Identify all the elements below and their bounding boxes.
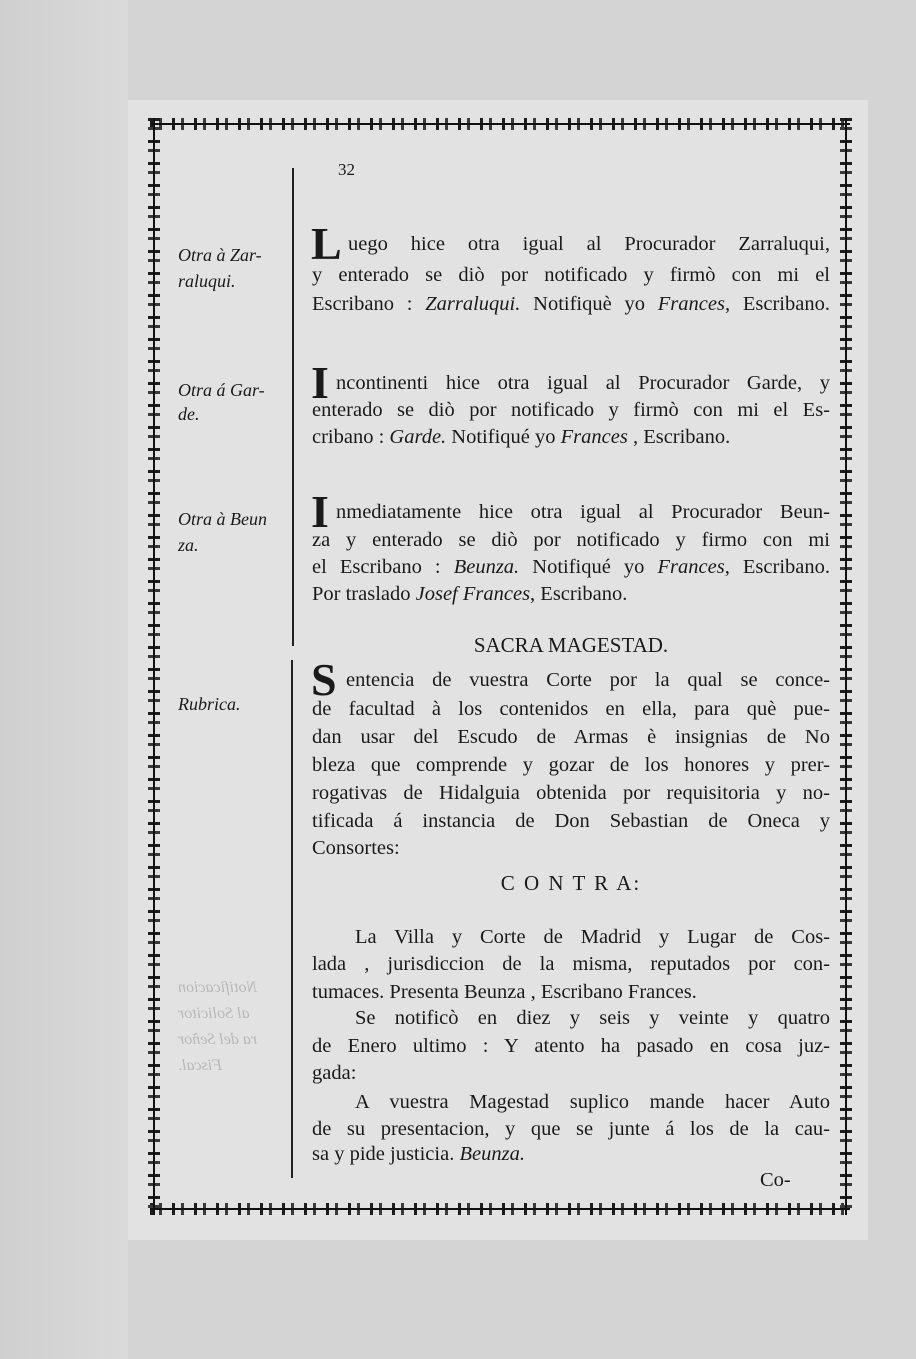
text-segment: Consortes: bbox=[312, 837, 400, 859]
text-line bbox=[312, 581, 830, 607]
margin-note: de. bbox=[178, 404, 200, 424]
text-line bbox=[312, 835, 830, 861]
drop-cap: I bbox=[311, 486, 329, 537]
text-segment: uego hice otra igual al Procurador Zarraluqui, bbox=[348, 233, 830, 255]
margin-note: Rubrica. bbox=[178, 694, 241, 714]
text-segment: dan usar del Escudo de Armas è insignias de No bbox=[312, 726, 830, 748]
text-line bbox=[312, 951, 830, 977]
margin-note: za. bbox=[178, 535, 199, 555]
text-line bbox=[312, 554, 830, 580]
text-segment: enterado se diò por notificado y firmò con mi el Es- bbox=[312, 399, 830, 421]
margin-note: Otra à Zar- bbox=[178, 245, 262, 265]
italic-name: Beunza. bbox=[453, 556, 520, 578]
page-number: 32 bbox=[338, 160, 355, 179]
italic-name: Zarraluqui. bbox=[425, 293, 521, 315]
text-line bbox=[355, 1089, 830, 1115]
text-segment: Escribano : bbox=[312, 293, 426, 315]
text-segment: tumaces. Presenta Beunza , Escribano Frances. bbox=[312, 981, 697, 1003]
text-segment: La Villa y Corte de Madrid y Lugar de Cos- bbox=[355, 926, 830, 948]
text-line bbox=[312, 262, 830, 288]
text-line bbox=[355, 1005, 830, 1031]
border-bottom bbox=[150, 1203, 850, 1215]
text-segment: , Escribano. bbox=[724, 556, 830, 578]
text-segment: sa y pide justicia. bbox=[312, 1143, 460, 1165]
margin-note: Otra à Beun bbox=[178, 509, 267, 529]
heading-contra: C O N T R A: bbox=[500, 871, 642, 895]
catchword: Co- bbox=[760, 1169, 791, 1191]
text-segment: ncontinenti hice otra igual al Procurador Garde, y bbox=[336, 372, 830, 394]
text-segment: nmediatamente hice otra igual al Procurador Beun- bbox=[336, 501, 830, 523]
italic-name: Frances bbox=[657, 293, 725, 315]
text-line bbox=[312, 696, 830, 722]
text-segment: lada , jurisdiccion de la misma, reputados por con- bbox=[312, 953, 830, 975]
text-line bbox=[312, 397, 830, 423]
text-line bbox=[312, 808, 830, 834]
italic-name: Josef Frances bbox=[415, 583, 531, 605]
text-segment: Por traslado bbox=[312, 583, 416, 605]
text-segment: gada: bbox=[312, 1062, 357, 1084]
text-line bbox=[312, 1116, 830, 1142]
text-line bbox=[312, 1060, 830, 1086]
text-line bbox=[336, 499, 830, 525]
text-segment: , Escribano. bbox=[724, 293, 830, 315]
text-segment: tificada á instancia de Don Sebastian de Oneca y bbox=[312, 810, 830, 832]
heading-sacra-magestad: SACRA MAGESTAD. bbox=[473, 633, 669, 657]
text-segment: entencia de vuestra Corte por la qual se conce- bbox=[346, 669, 830, 691]
text-segment: cribano : bbox=[312, 426, 390, 448]
italic-name: Beunza. bbox=[459, 1143, 525, 1165]
text-segment: Notifiquè yo bbox=[520, 293, 658, 315]
italic-name: Frances bbox=[560, 426, 628, 448]
text-line bbox=[346, 667, 830, 693]
text-segment: de Enero ultimo : Y atento ha pasado en cosa juz- bbox=[312, 1035, 830, 1057]
text-segment: Notifiqué yo bbox=[446, 426, 561, 448]
page-gutter-shadow bbox=[0, 0, 128, 1359]
border-right bbox=[840, 118, 852, 1215]
text-line bbox=[348, 231, 830, 257]
drop-cap: L bbox=[311, 218, 342, 269]
margin-rule-upper bbox=[292, 168, 294, 646]
bleed-through-line: al Solicitor bbox=[178, 1005, 250, 1022]
text-line bbox=[312, 1141, 830, 1167]
text-line bbox=[312, 752, 830, 778]
text-line bbox=[312, 424, 830, 450]
italic-name: Garde. bbox=[389, 426, 447, 448]
text-segment: Se notificò en diez y seis y veinte y quatro bbox=[355, 1007, 830, 1029]
text-line bbox=[336, 370, 830, 396]
text-line bbox=[312, 724, 830, 750]
text-segment: el Escribano : bbox=[312, 556, 454, 578]
text-segment: , Escribano. bbox=[627, 426, 731, 448]
text-segment: za y enterado se diò por notificado y firmo con mi bbox=[312, 529, 830, 551]
border-left bbox=[148, 118, 160, 1215]
text-segment: A vuestra Magestad suplico mande hacer Auto bbox=[355, 1091, 830, 1113]
text-segment: de su presentacion, y que se junte á los de la cau- bbox=[312, 1118, 830, 1140]
text-line bbox=[355, 924, 830, 950]
text-segment: y enterado se diò por notificado y firmò con mi el bbox=[312, 264, 830, 286]
drop-cap: S bbox=[311, 654, 337, 705]
bleed-through-line: ra del Señor bbox=[178, 1031, 258, 1048]
border-top bbox=[150, 118, 850, 130]
text-line bbox=[312, 527, 830, 553]
text-segment: de facultad à los contenidos en ella, para què pue- bbox=[312, 698, 830, 720]
text-line bbox=[312, 1033, 830, 1059]
text-line bbox=[312, 780, 830, 806]
text-segment: , Escribano. bbox=[530, 583, 628, 605]
bleed-through-note bbox=[178, 975, 258, 1079]
text-segment: rogativas de Hidalguia obtenida por requisitoria y no- bbox=[312, 782, 830, 804]
bleed-through-line: Notificacion bbox=[178, 979, 258, 996]
text-line bbox=[312, 291, 830, 317]
margin-note: Otra á Gar- bbox=[178, 380, 265, 400]
text-segment: Notifiqué yo bbox=[519, 556, 658, 578]
italic-name: Frances bbox=[657, 556, 725, 578]
drop-cap: I bbox=[311, 357, 329, 408]
margin-note: raluqui. bbox=[178, 271, 236, 291]
margin-rule-lower bbox=[291, 660, 293, 1178]
text-line bbox=[312, 979, 830, 1005]
text-segment: bleza que comprende y gozar de los honores y prer- bbox=[312, 754, 830, 776]
bleed-through-line: Fiscal. bbox=[178, 1057, 222, 1074]
